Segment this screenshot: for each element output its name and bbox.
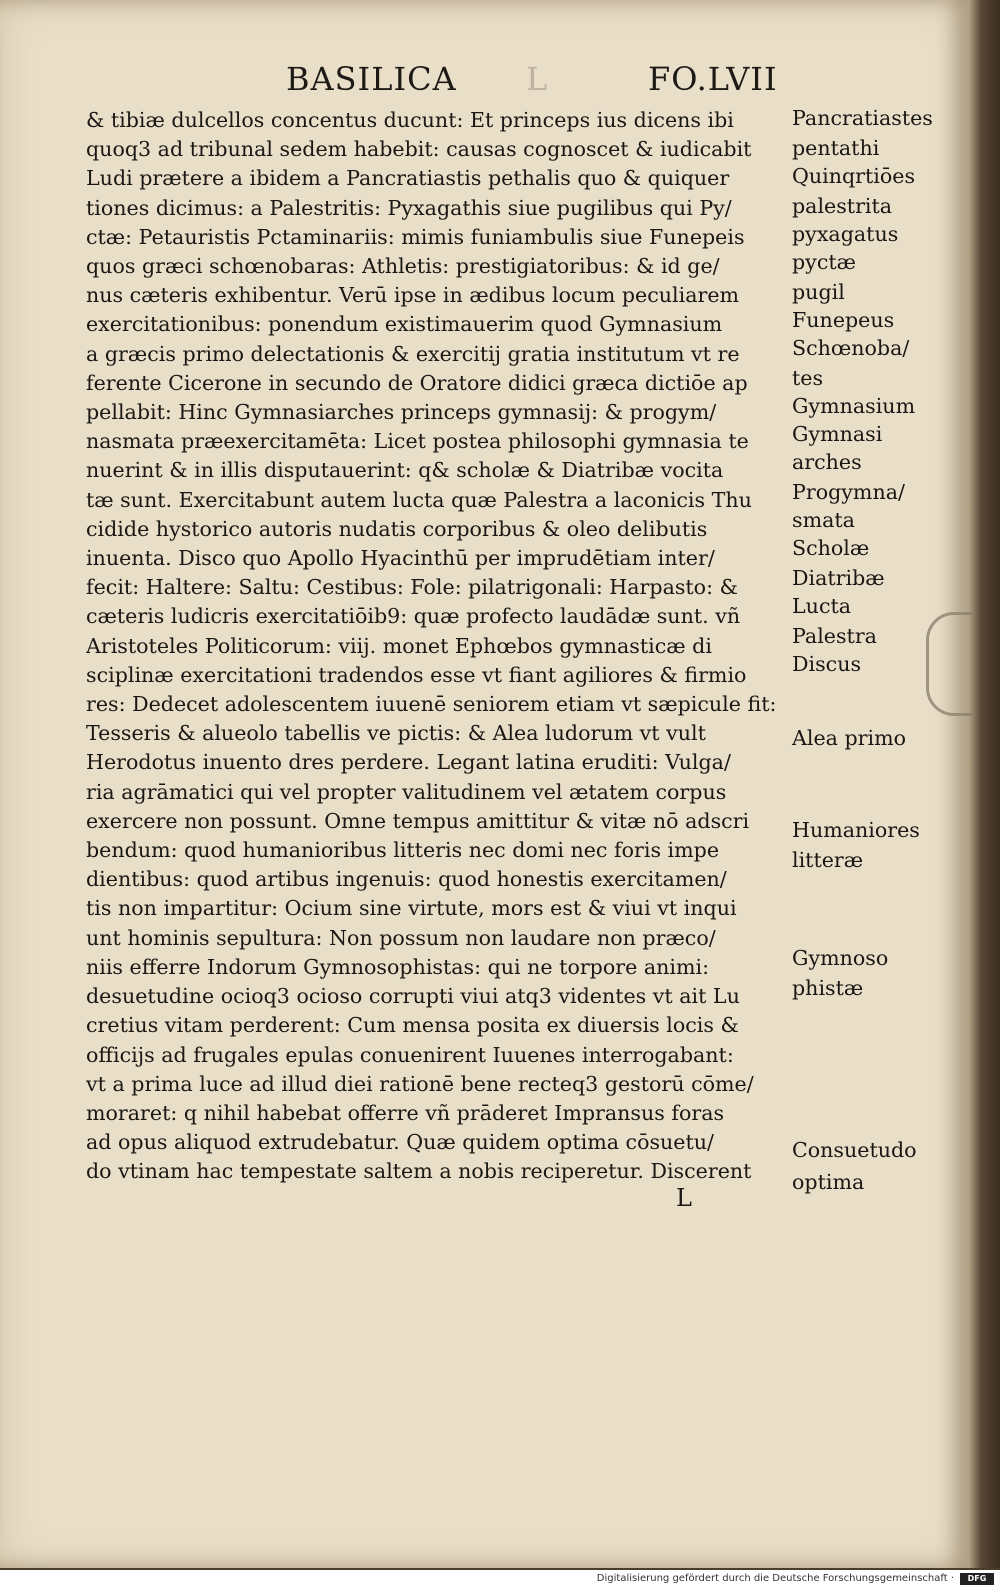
text-line: fecit: Haltere: Saltu: Cestibus: Fole: pilatrigonali: Harpasto: & [86, 575, 738, 600]
text-line: nasmata præexercitamēta: Licet postea philosophi gymnasia te [86, 429, 749, 454]
text-line: cæteris ludicris exercitatiōib9: quæ profecto laudādæ sunt. vñ [86, 604, 741, 629]
text-line: bendum: quod humanioribus litteris nec domi nec foris impe [86, 838, 720, 863]
text-line: ferente Cicerone in secundo de Oratore didici græca dictiōe ap [86, 370, 748, 395]
text-line: Herodotus inuento dres perdere. Legant latina eruditi: Vulga/ [86, 750, 731, 775]
footer-bar [0, 1570, 1000, 1588]
marginal-note: tes [792, 366, 824, 390]
marginal-note: Diatribæ [792, 566, 885, 590]
text-line: quos græci schœnobaras: Athletis: prestigiatoribus: & id ge/ [86, 254, 720, 279]
text-line: inuenta. Disco quo Apollo Hyacinthū per imprudētiam inter/ [86, 546, 715, 571]
marginal-note: Quinqrtiōes [792, 164, 916, 188]
text-line: vt a prima luce ad illud diei rationē bene recteq3 gestorū cōme/ [86, 1071, 754, 1096]
marginal-note: Discus [792, 652, 862, 676]
marginal-note: Consuetudo [792, 1138, 917, 1162]
text-line: tæ sunt. Exercitabunt autem lucta quæ Palestra a laconicis Thu [86, 487, 752, 512]
page-clip [926, 612, 973, 716]
text-line: res: Dedecet adolescentem iuuenē seniorem etiam vt sæpicule fit: [86, 692, 777, 717]
marginal-note: Gymnoso [792, 946, 889, 970]
marginal-note: Alea primo [792, 726, 907, 750]
marginal-note: Gymnasium [792, 394, 916, 418]
marginal-note: pentathi [792, 136, 880, 160]
text-line: pellabit: Hinc Gymnasiarches princeps gymnasij: & progym/ [86, 400, 717, 425]
marginal-note: phistæ [792, 976, 864, 1000]
text-line: cidide hystorico autoris nudatis corporibus & oleo delibutis [86, 516, 708, 541]
marginal-note: Schœnoba/ [792, 336, 910, 360]
marginal-note: pyxagatus [792, 222, 899, 246]
text-line: dientibus: quod artibus ingenuis: quod honestis exercitamen/ [86, 867, 727, 892]
text-line: unt hominis sepultura: Non possum non laudare non præco/ [86, 925, 716, 950]
text-line: quoq3 ad tribunal sedem habebit: causas cognoscet & iudicabit [86, 137, 752, 162]
marginal-note: litteræ [792, 848, 864, 872]
marginal-note: palestrita [792, 194, 893, 218]
text-line: a græcis primo delectationis & exercitij gratia institutum vt re [86, 341, 740, 366]
text-line: Ludi prætere a ibidem a Pancratiastis pethalis quo & quiquer [86, 166, 730, 191]
running-header [0, 60, 968, 104]
text-line: ria agrāmatici qui vel propter valitudinem vel ætatem corpus [86, 779, 727, 804]
text-line: tiones dicimus: a Palestritis: Pyxagathis siue pugilibus qui Py/ [86, 195, 732, 220]
marginal-note: pyctæ [792, 250, 856, 274]
header-showthrough: L [526, 60, 549, 98]
marginal-note: Funepeus [792, 308, 895, 332]
marginal-note: Progymna/ [792, 480, 905, 504]
text-line: exercere non possunt. Omne tempus amittitur & vitæ nō adscri [86, 808, 750, 833]
text-line: officijs ad frugales epulas conuenirent Iuuenes interrogabant: [86, 1042, 734, 1067]
text-line: tis non impartitur: Ocium sine virtute, mors est & viui vt inqui [86, 896, 737, 921]
header-title: BASILICA [286, 60, 457, 98]
marginal-note: Lucta [792, 594, 852, 618]
text-line: moraret: q nihil habebat offerre vñ prāderet Impransus foras [86, 1100, 725, 1125]
signature-mark: L [676, 1184, 692, 1212]
marginal-note: Humaniores [792, 818, 920, 842]
marginal-note: optima [792, 1170, 865, 1194]
text-line: Tesseris & alueolo tabellis ve pictis: & Alea ludorum vt vult [86, 721, 706, 746]
book-edge [968, 0, 1000, 1568]
footer-credit: Digitalisierung gefördert durch die Deutsche Forschungsgemeinschaft · [596, 1573, 954, 1584]
text-line: niis efferre Indorum Gymnosophistas: qui ne torpore animi: [86, 954, 710, 979]
marginal-note: Pancratiastes [792, 106, 933, 130]
marginal-note: Gymnasi [792, 422, 883, 446]
marginal-note: Palestra [792, 624, 877, 648]
folio-number: FO.LVII [648, 60, 778, 98]
marginal-note: Scholæ [792, 536, 870, 560]
text-line: exercitationibus: ponendum existimauerim quod Gymnasium [86, 312, 723, 337]
text-line: cretius vitam perderent: Cum mensa posita ex diuersis locis & [86, 1013, 739, 1038]
dfg-logo: DFG [960, 1573, 994, 1585]
text-line: ctæ: Petauristis Pctaminariis: mimis funiambulis siue Funepeis [86, 224, 745, 249]
text-line: & tibiæ dulcellos concentus ducunt: Et princeps ius dicens ibi [86, 108, 734, 132]
text-line: desuetudine ocioq3 ocioso corrupti viui atq3 videntes vt ait Lu [86, 984, 740, 1009]
text-line: Aristoteles Politicorum: viij. monet Ephœbos gymnasticæ di [86, 633, 712, 658]
marginal-note: arches [792, 450, 862, 474]
text-line: do vtinam hac tempestate saltem a nobis reciperetur. Discerent [86, 1159, 752, 1184]
text-line: sciplinæ exercitationi tradendos esse vt fiant agiliores & firmio [86, 662, 747, 687]
marginal-note: smata [792, 508, 855, 532]
text-line: nuerint & in illis disputauerint: q& scholæ & Diatribæ vocita [86, 458, 724, 483]
text-line: ad opus aliquod extrudebatur. Quæ quidem optima cōsuetu/ [86, 1130, 714, 1155]
text-line: nus cæteris exhibentur. Verū ipse in ædibus locum peculiarem [86, 283, 740, 308]
body-text [86, 106, 786, 1187]
marginal-note: pugil [792, 280, 845, 304]
